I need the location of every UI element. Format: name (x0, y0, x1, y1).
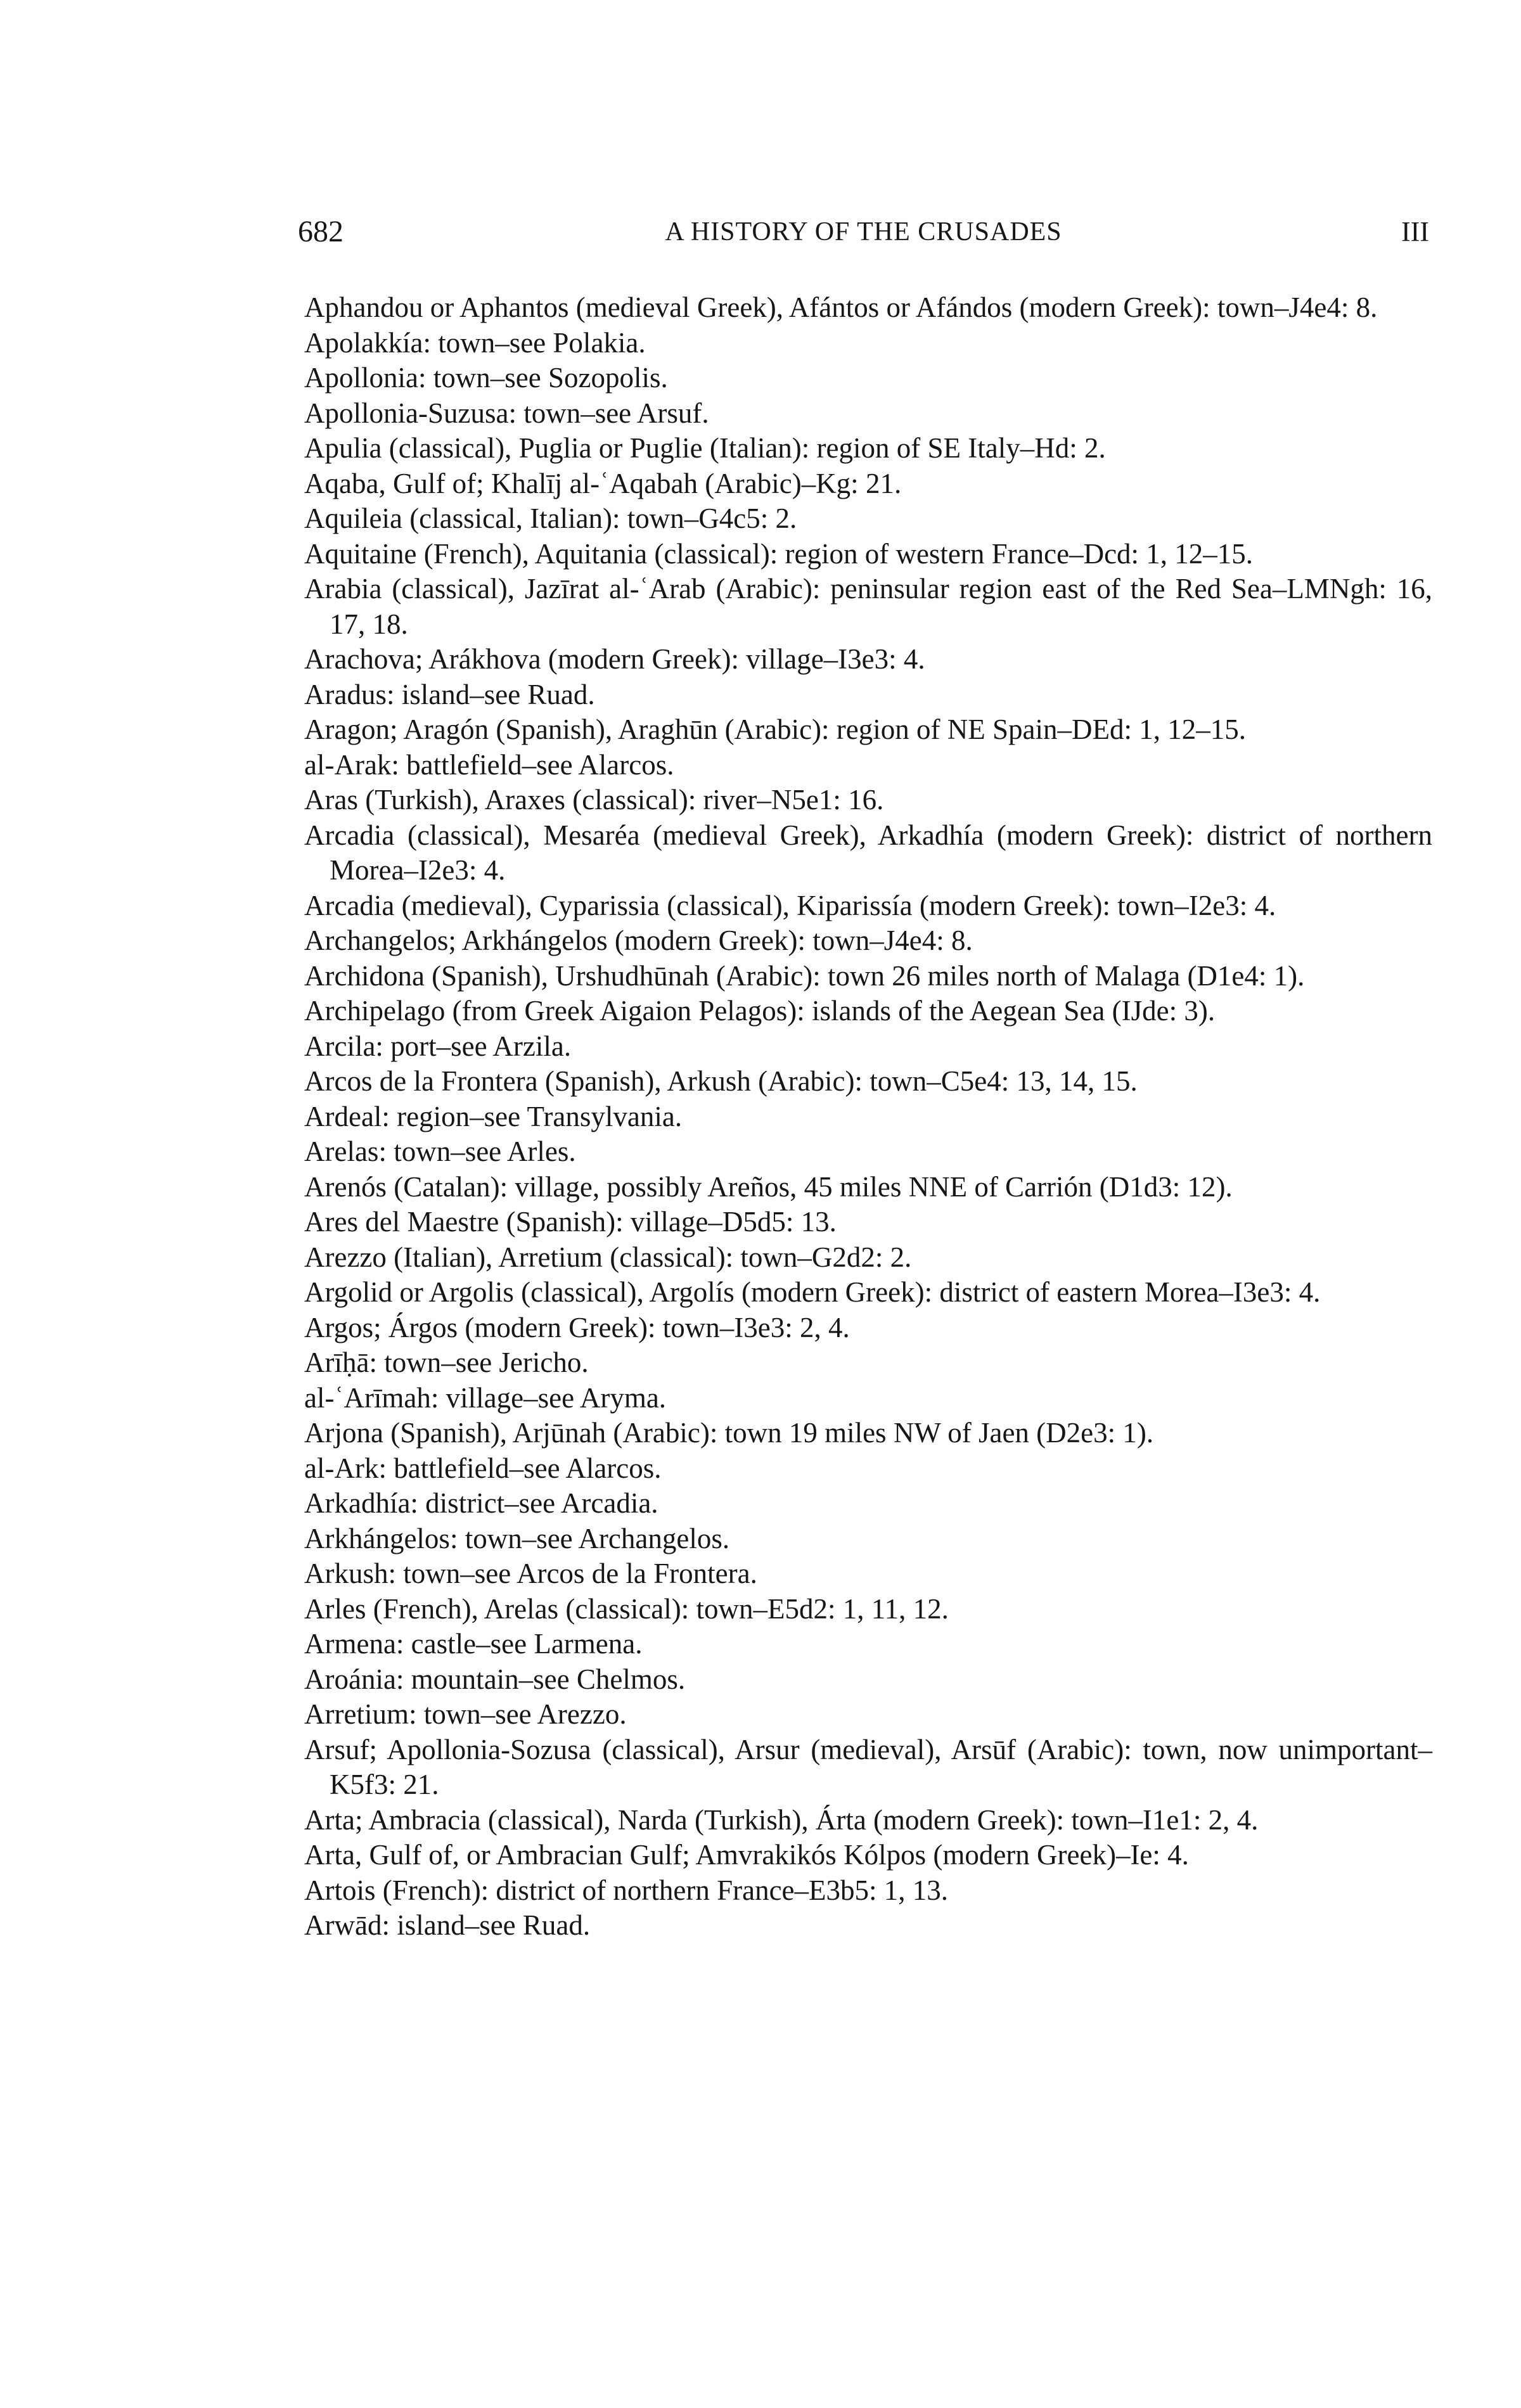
index-entry: Arcila: port–see Arzila. (304, 1030, 572, 1062)
index-entry: Arenós (Catalan): village, possibly Areños, 45 miles NNE of Carrión (D1d3: 12). (304, 1170, 1233, 1203)
index-entry: Aragon; Aragón (Spanish), Araghūn (Arabic): region of NE Spain–DEd: 1, 12–15. (304, 714, 1246, 745)
index-entry: Arjona (Spanish), Arjūnah (Arabic): town 19 miles NW of Jaen (D2e3: 1). (304, 1417, 1154, 1449)
index-entry: Archidona (Spanish), Urshudhūnah (Arabic): town 26 miles north of Malaga (D1e4: 1). (304, 959, 1305, 992)
index-entry: Arcadia (medieval), Cyparissia (classical), Kiparissía (modern Greek): town–I2e3: 4. (304, 889, 1276, 921)
index-entry: al-Arak: battlefield–see Alarcos. (304, 748, 674, 781)
index-entry: al-ʿArīmah: village–see Aryma. (304, 1381, 667, 1414)
index-entry: Aphandou or Aphantos (medieval Greek), Afántos or Afándos (modern Greek): town–J4e4: 8. (304, 291, 1378, 323)
gazetteer-entries (304, 290, 1432, 1944)
index-entry: Arcos de la Frontera (Spanish), Arkush (Arabic): town–C5e4: 13, 14, 15. (304, 1065, 1138, 1097)
index-entry: Arta; Ambracia (classical), Narda (Turkish), Árta (modern Greek): town–I1e1: 2, 4. (304, 1803, 1259, 1836)
index-entry: Arelas: town–see Arles. (304, 1136, 576, 1167)
index-entry: Arachova; Arákhova (modern Greek): village–I3e3: 4. (304, 643, 925, 675)
index-entry: Artois (French): district of northern France–E3b5: 1, 13. (304, 1874, 949, 1906)
index-entry: Aroánia: mountain–see Chelmos. (304, 1663, 686, 1695)
index-entry: Apollonia-Suzusa: town–see Arsuf. (304, 397, 709, 429)
book-title: A HISTORY OF THE CRUSADES (665, 217, 1062, 247)
index-entry: Arkadhía: district–see Arcadia. (304, 1487, 658, 1519)
index-entry: Aquitaine (French), Aquitania (classical): region of western France–Dcd: 1, 12–15. (304, 537, 1254, 570)
index-entry: Arkhángelos: town–see Archangelos. (304, 1522, 730, 1554)
index-entry: Argolid or Argolis (classical), Argolís (modern Greek): district of eastern Morea–I3e3: 4. (304, 1276, 1321, 1308)
index-entry: Arwād: island–see Ruad. (304, 1909, 591, 1941)
index-entry: Arles (French), Arelas (classical): town–E5d2: 1, 11, 12. (304, 1592, 949, 1625)
index-entry: Aradus: island–see Ruad. (304, 678, 595, 710)
index-entry: Aquileia (classical, Italian): town–G4c5: 2. (304, 503, 797, 534)
running-head (298, 214, 1429, 252)
index-entry: Arsuf; Apollonia-Sozusa (classical), Arsur (medieval), Arsūf (Arabic): town, now unimportant–K5f3: 21. (304, 1733, 1432, 1800)
volume-number: III (1401, 216, 1429, 247)
index-entry: al-Ark: battlefield–see Alarcos. (304, 1452, 662, 1484)
index-entry: Arta, Gulf of, or Ambracian Gulf; Amvrakikós Kólpos (modern Greek)–Ie: 4. (304, 1839, 1189, 1871)
index-entry: Ardeal: region–see Transylvania. (304, 1100, 683, 1132)
index-entry: Apolakkía: town–see Polakia. (304, 326, 646, 359)
index-entry: Archangelos; Arkhángelos (modern Greek): town–J4e4: 8. (304, 925, 973, 956)
index-entry: Ares del Maestre (Spanish): village–D5d5: 13. (304, 1206, 837, 1238)
index-entry: Aras (Turkish), Araxes (classical): river–N5e1: 16. (304, 784, 884, 816)
index-entry: Arretium: town–see Arezzo. (304, 1698, 627, 1730)
index-entry: Arezzo (Italian), Arretium (classical): town–G2d2: 2. (304, 1241, 912, 1273)
index-entry: Apollonia: town–see Sozopolis. (304, 362, 668, 394)
index-entry: Apulia (classical), Puglia or Puglie (Italian): region of SE Italy–Hd: 2. (304, 432, 1106, 464)
index-entry: Aqaba, Gulf of; Khalīj al-ʿAqabah (Arabic)–Kg: 21. (304, 467, 902, 499)
index-entry: Archipelago (from Greek Aigaion Pelagos): islands of the Aegean Sea (IJde: 3). (304, 995, 1216, 1027)
index-entry: Arabia (classical), Jazīrat al-ʿArab (Arabic): peninsular region east of the Red Sea–LMNgh: 16, 17, 18. (304, 573, 1432, 640)
index-entry: Argos; Árgos (modern Greek): town–I3e3: 2, 4. (304, 1311, 850, 1343)
page-number: 682 (298, 215, 343, 248)
index-entry: Arcadia (classical), Mesaréa (medieval Greek), Arkadhía (modern Greek): district of northern Morea–I2e3: 4. (304, 819, 1432, 886)
index-entry: Arkush: town–see Arcos de la Frontera. (304, 1558, 757, 1589)
index-entry: Armena: castle–see Larmena. (304, 1628, 643, 1660)
index-entry: Arīḥā: town–see Jericho. (304, 1347, 589, 1378)
